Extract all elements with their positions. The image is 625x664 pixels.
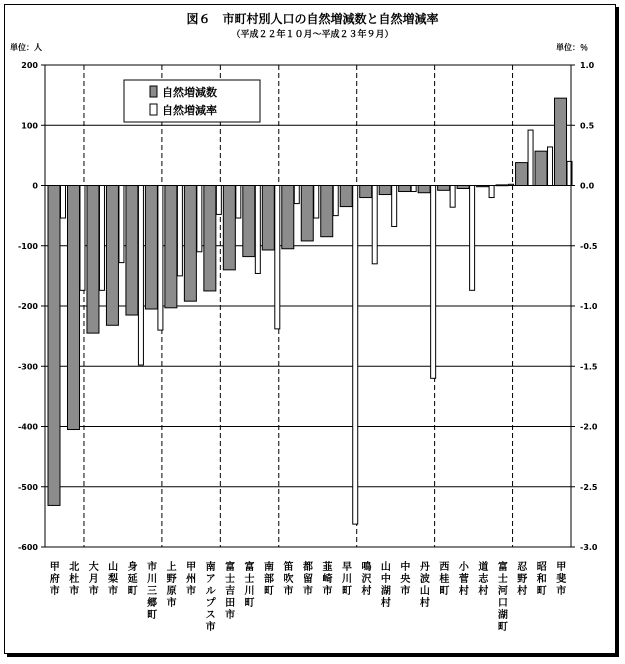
category-label: 南アルプス市	[205, 562, 216, 633]
category-label: 甲府市	[49, 562, 60, 597]
gridlines	[45, 125, 571, 487]
category-label: 昭和町	[536, 562, 547, 597]
bar-count	[418, 186, 430, 193]
category-label: 北杜市	[69, 562, 80, 597]
bar-rate	[548, 147, 553, 186]
bar-count	[126, 186, 138, 316]
bar-rate	[489, 186, 494, 198]
bar-count	[204, 186, 216, 291]
bar-count	[87, 186, 99, 334]
category-label: 西桂町	[439, 562, 450, 597]
right-tick-label: -0.5	[580, 241, 598, 251]
bar-rate	[431, 186, 436, 379]
right-tick-label: 0.5	[580, 121, 595, 131]
legend-swatch-count	[150, 86, 157, 97]
bar-count	[360, 186, 372, 198]
category-label: 富士河口湖町	[497, 562, 508, 633]
bar-count	[262, 186, 274, 250]
left-tick-label: 200	[21, 61, 38, 70]
bar-rate	[255, 186, 260, 274]
bar-count	[399, 186, 411, 192]
bar-count	[516, 163, 528, 186]
left-tick-label: 0	[32, 181, 38, 191]
bar-count	[555, 98, 567, 185]
category-label: 山中湖村	[380, 562, 391, 609]
bar-rate	[392, 186, 397, 227]
category-label: 忍野村	[517, 562, 528, 597]
category-label: 富士川町	[244, 562, 255, 609]
bar-count	[184, 186, 196, 302]
category-label: 身延町	[127, 562, 138, 597]
right-tick-label: 1.0	[580, 61, 595, 70]
right-tick-label: -1.0	[580, 302, 598, 311]
bar-rate	[216, 186, 221, 215]
bar-rate	[119, 186, 124, 263]
bar-count	[301, 186, 313, 241]
left-unit-label: 単位：人	[10, 43, 42, 52]
bar-count	[340, 186, 352, 207]
left-tick-label: 100	[21, 121, 38, 131]
category-label: 甲州市	[186, 562, 197, 597]
category-label: 早川町	[341, 562, 352, 597]
legend-swatch-rate	[150, 104, 157, 115]
category-label: 市川三郷町	[147, 562, 158, 621]
bar-count	[165, 186, 177, 308]
bar-count	[535, 151, 547, 185]
bar-rate	[314, 186, 319, 219]
legend-label-count: 自然増減数	[162, 86, 217, 99]
category-label: 富士吉田市	[225, 562, 236, 621]
left-tick-label: -200	[17, 302, 38, 311]
bar-rate	[411, 186, 416, 192]
left-tick-label: -300	[17, 362, 38, 372]
category-label: 丹波山村	[419, 562, 430, 609]
bar-rate	[470, 186, 475, 291]
legend-label-rate: 自然増減率	[162, 104, 217, 117]
category-labels	[50, 560, 567, 633]
bar-count	[48, 186, 60, 506]
bar-rate	[372, 186, 377, 264]
bar-rate	[61, 186, 66, 219]
left-tick-label: -500	[17, 482, 38, 492]
bar-rate	[528, 130, 533, 185]
bar-rate	[294, 186, 299, 204]
category-label: 中央市	[400, 562, 411, 597]
legend	[124, 80, 260, 122]
category-label: 都留市	[303, 562, 313, 597]
bar-rate	[353, 186, 358, 525]
left-tick-label: -100	[17, 241, 38, 251]
bar-count	[438, 186, 450, 191]
bar-count	[106, 186, 118, 326]
chart-subtitle: （平成２２年１０月～平成２３年９月）	[231, 30, 394, 40]
left-tick-label: -600	[17, 543, 38, 552]
bar-count	[243, 186, 255, 257]
right-unit-label: 単位：％	[556, 43, 588, 52]
left-tick-label: -400	[17, 422, 38, 432]
bar-count	[67, 186, 79, 430]
right-tick-label: -2.5	[580, 482, 598, 492]
right-tick-label: -2.0	[580, 422, 598, 432]
bar-count	[282, 186, 294, 249]
bar-rate	[333, 186, 338, 216]
category-label: 山梨市	[108, 562, 119, 597]
bar-rate	[158, 186, 163, 331]
category-label: 甲斐市	[556, 562, 567, 597]
category-label: 上野原市	[166, 562, 177, 609]
category-label: 南部町	[264, 562, 275, 597]
bar-count	[379, 186, 391, 195]
bar-rate	[197, 186, 202, 252]
bar-rate	[80, 186, 85, 291]
right-tick-label: -3.0	[580, 543, 598, 552]
bar-count	[223, 186, 235, 270]
bar-rate	[177, 186, 182, 276]
right-tick-label: 0.0	[580, 181, 595, 191]
bar-rate	[450, 186, 455, 208]
category-label: 鳴沢村	[361, 562, 372, 597]
bar-count	[321, 186, 333, 237]
bars	[45, 98, 572, 524]
bar-rate	[236, 186, 241, 219]
category-label: 道志村	[478, 562, 489, 597]
category-label: 笛吹市	[283, 562, 294, 597]
bar-rate	[138, 186, 143, 366]
bar-rate	[99, 186, 104, 291]
bar-count	[145, 186, 157, 310]
category-label: 韮崎市	[322, 562, 333, 597]
bar-rate	[275, 186, 280, 329]
chart-title: 図６ 市町村別人口の自然増減数と自然増減率	[186, 12, 439, 26]
category-label: 小菅村	[458, 562, 469, 597]
category-label: 大月市	[88, 562, 99, 597]
right-tick-label: -1.5	[580, 362, 598, 372]
